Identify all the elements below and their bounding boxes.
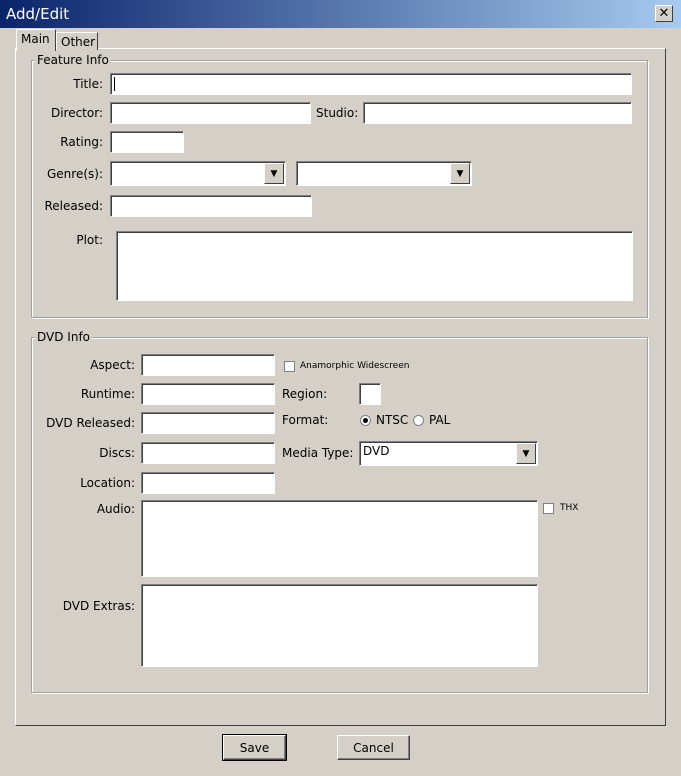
region-label: Region:: [282, 387, 328, 401]
dvd-released-input[interactable]: [141, 412, 275, 434]
director-input[interactable]: [110, 102, 311, 124]
audio-label: Audio:: [96, 502, 135, 516]
studio-input[interactable]: [363, 102, 632, 124]
title-label: Title:: [73, 77, 103, 91]
aspect-label: Aspect:: [90, 358, 135, 372]
rating-input[interactable]: [110, 131, 184, 153]
media-type-label: Media Type:: [282, 446, 354, 460]
pal-radio[interactable]: [413, 415, 424, 426]
pal-label: PAL: [429, 413, 451, 427]
radio-selected-dot: [363, 418, 368, 423]
aspect-input[interactable]: [141, 354, 275, 376]
anamorphic-checkbox[interactable]: [284, 361, 295, 372]
genre-select-1[interactable]: [110, 161, 286, 186]
location-input[interactable]: [141, 472, 275, 494]
location-label: Location:: [80, 476, 135, 490]
chevron-down-icon[interactable]: ▼: [450, 163, 470, 184]
released-label: Released:: [44, 199, 103, 213]
plot-label: Plot:: [76, 233, 103, 247]
media-type-select[interactable]: [359, 441, 538, 466]
dvd-info-legend: DVD Info: [37, 330, 91, 344]
window-title: Add/Edit: [6, 5, 70, 23]
close-icon: ✕: [658, 6, 670, 21]
released-input[interactable]: [110, 195, 312, 217]
runtime-label: Runtime:: [80, 387, 135, 401]
save-button[interactable]: Save: [223, 735, 286, 760]
audio-textarea[interactable]: [141, 500, 538, 577]
director-label: Director:: [50, 106, 103, 120]
runtime-input[interactable]: [141, 383, 275, 405]
ntsc-label: NTSC: [376, 413, 409, 427]
genre-select-2[interactable]: [296, 161, 472, 186]
close-button[interactable]: [655, 5, 673, 22]
media-type-value: DVD: [363, 444, 390, 458]
chevron-down-icon[interactable]: ▼: [264, 163, 284, 184]
thx-checkbox[interactable]: [543, 503, 554, 514]
dvd-extras-textarea[interactable]: [141, 584, 538, 667]
dvd-released-label: DVD Released:: [46, 416, 135, 430]
rating-label: Rating:: [60, 135, 103, 149]
thx-label: THX: [560, 503, 579, 513]
text-cursor: [114, 77, 115, 91]
tab-other[interactable]: Other: [56, 32, 98, 50]
discs-input[interactable]: [141, 442, 275, 464]
region-input[interactable]: [359, 383, 381, 405]
title-bar: [0, 0, 681, 28]
cancel-button[interactable]: Cancel: [337, 735, 410, 760]
dvd-extras-label: DVD Extras:: [62, 599, 135, 613]
tab-main[interactable]: Main: [16, 29, 56, 51]
studio-label: Studio:: [316, 106, 359, 120]
ntsc-radio[interactable]: [360, 415, 371, 426]
discs-label: Discs:: [99, 446, 135, 460]
title-input[interactable]: [110, 73, 632, 95]
plot-textarea[interactable]: [116, 231, 633, 301]
feature-info-legend: Feature Info: [37, 53, 109, 67]
anamorphic-label: Anamorphic Widescreen: [300, 361, 410, 371]
format-label: Format:: [282, 413, 329, 427]
chevron-down-icon[interactable]: ▼: [516, 443, 536, 464]
genres-label: Genre(s):: [47, 167, 103, 181]
